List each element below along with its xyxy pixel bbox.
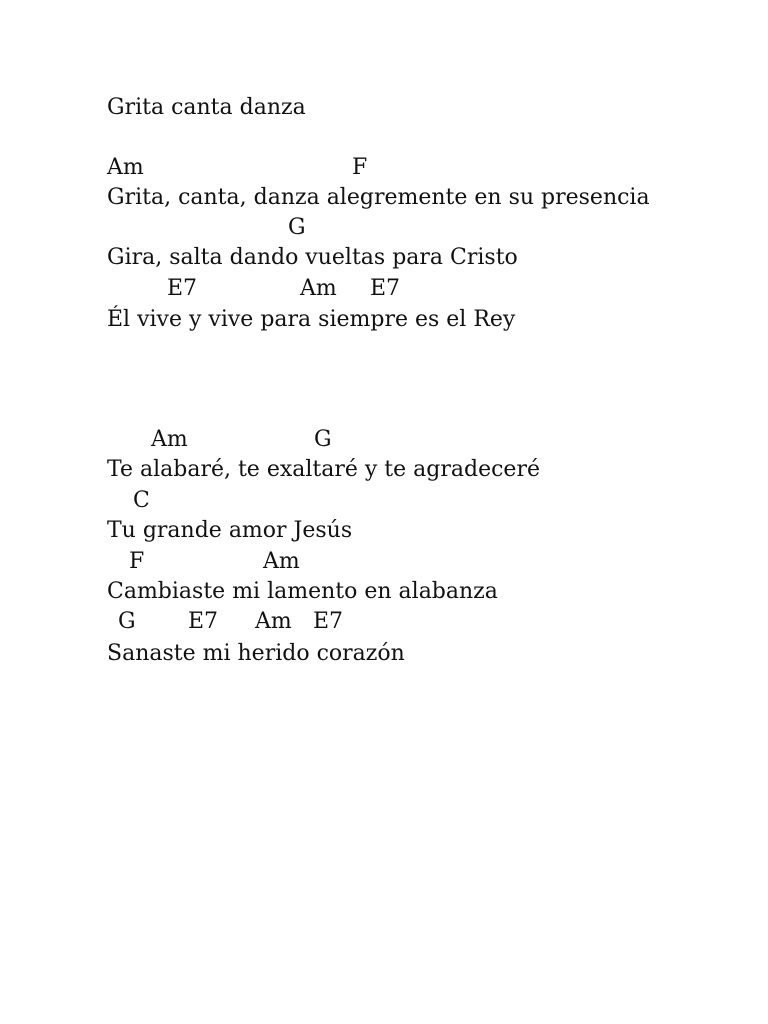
chord: G <box>314 427 332 452</box>
chord: G <box>118 609 136 634</box>
lyric-line: Tu grande amor Jesús <box>107 518 353 543</box>
chord: Am <box>300 276 337 301</box>
chord: E7 <box>370 276 401 301</box>
lyric-line: Sanaste mi herido corazón <box>107 641 405 666</box>
lyric-line: Te alabaré, te exaltaré y te agradeceré <box>107 457 540 482</box>
lyric-line: Él vive y vive para siempre es el Rey <box>107 307 516 332</box>
chord: Am <box>151 427 188 452</box>
lyric-line: Grita, canta, danza alegremente en su presencia <box>107 185 650 210</box>
chord: E7 <box>167 276 198 301</box>
song-title: Grita canta danza <box>107 95 306 120</box>
lyric-line: Cambiaste mi lamento en alabanza <box>107 579 498 604</box>
chord: F <box>352 155 368 180</box>
chord: Am <box>263 549 300 574</box>
chord: E7 <box>313 609 344 634</box>
chord: E7 <box>188 609 219 634</box>
chord: G <box>288 215 306 240</box>
chord: C <box>133 488 150 513</box>
chord: Am <box>255 609 292 634</box>
chord: F <box>129 549 145 574</box>
lyric-line: Gira, salta dando vueltas para Cristo <box>107 245 518 270</box>
chord: Am <box>107 155 144 180</box>
